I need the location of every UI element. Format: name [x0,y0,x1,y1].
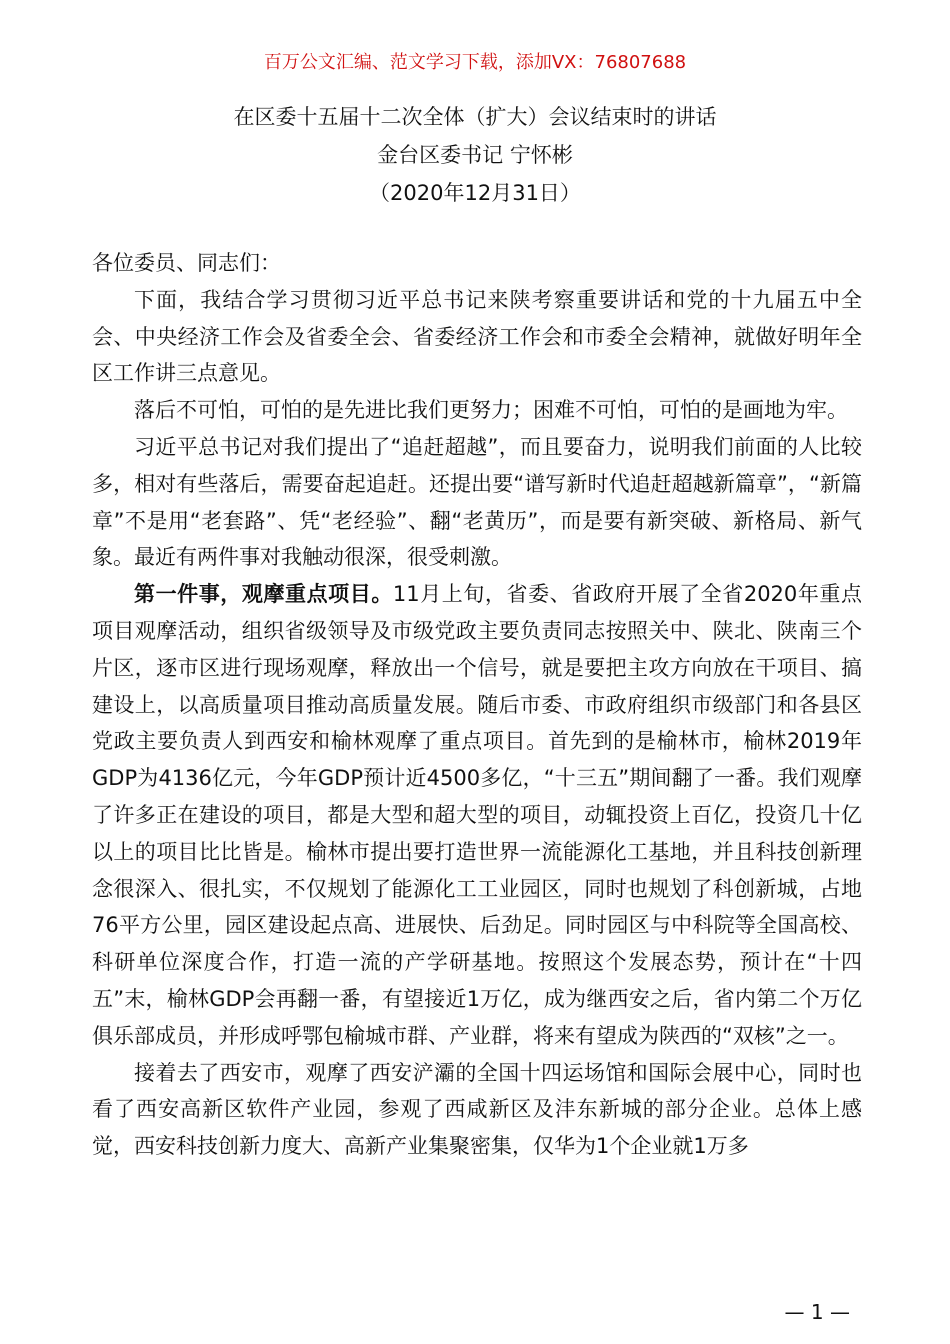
title-block [0,98,950,212]
paragraph: 习近平总书记对我们提出了“追赶超越”，而且要奋力，说明我们前面的人比较多，相对有些落后，需要奋起追赶。还提出要“谱写新时代追赶超越新篇章”，“新篇章”不是用“老套路”、凭“老经验”、翻“老黄历”，而是要有新突破、新格局、新气象。最近有两件事对我触动很深，很受刺激。 [92,434,862,570]
speech-body [92,245,862,1165]
paragraph: 落后不可怕，可怕的是先进比我们更努力；困难不可怕，可怕的是画地为牢。 [134,398,848,423]
salutation: 各位委员、同志们： [92,251,281,275]
promo-banner: 百万公文汇编、范文学习下载，添加VX：76807688 [263,52,687,73]
first-event-text: 11月上旬，省委、省政府开展了全省2020年重点项目观摩活动，组织省级领导及市级党政主要负责同志按照关中、陕北、陕南三个片区，逐市区进行现场观摩，释放出一个信号，就是要把主攻方向放在干项目、搞建设上，以高质量项目推动高质量发展。随后市委、市政府组织市级部门和各县区党政主要负责人到西安和榆林观摩了重点项目。首先到的是榆林市，榆林2019年GDP为4136亿元，今年GDP预计近4500多亿，“十三五”期间翻了一番。我们观摩了许多正在建设的项目，都是大型和超大型的项目，动辄投资上百亿，投资几十亿以上的项目比比皆是。榆林市提出要打造世界一流能源化工基地，并且科技创新理念很深入、很扎实，不仅规划了能源化工工业园区，同时也规划了科创新城，占地76平方公里，园区建设起点高、进展快、后劲足。同时园区与中科院等全国高校、科研单位深度合作，打造一流的产学研基地。按照这个发展态势，预计在“十四五”末，榆林GDP会再翻一番，有望接近1万亿，成为继西安之后，省内第二个万亿俱乐部成员，并形成呼鄂包榆城市群、产业群，将来有望成为陕西的“双核”之一。 [92,582,862,1048]
first-event-paragraph [92,576,862,1054]
speaker-line: 金台区委书记 宁怀彬 [377,143,573,167]
speech-title: 在区委十五届十二次全体（扩大）会议结束时的讲话 [233,105,717,129]
paragraph: 下面，我结合学习贯彻习近平总书记来陕考察重要讲话和党的十九届五中全会、中央经济工作会及省委全会、省委经济工作会和市委全会精神，就做好明年全区工作讲三点意见。 [92,287,862,386]
first-event-heading: 第一件事，观摩重点项目。 [134,582,393,607]
page-number: — 1 — [784,1300,850,1324]
date-line: （2020年12月31日） [369,181,581,205]
paragraph: 接着去了西安市，观摩了西安浐灞的全国十四运场馆和国际会展中心，同时也看了西安高新区软件产业园，参观了西咸新区及沣东新城的部分企业。总体上感觉，西安科技创新力度大、高新产业集聚密集，仅华为1个企业就1万多 [92,1060,862,1159]
